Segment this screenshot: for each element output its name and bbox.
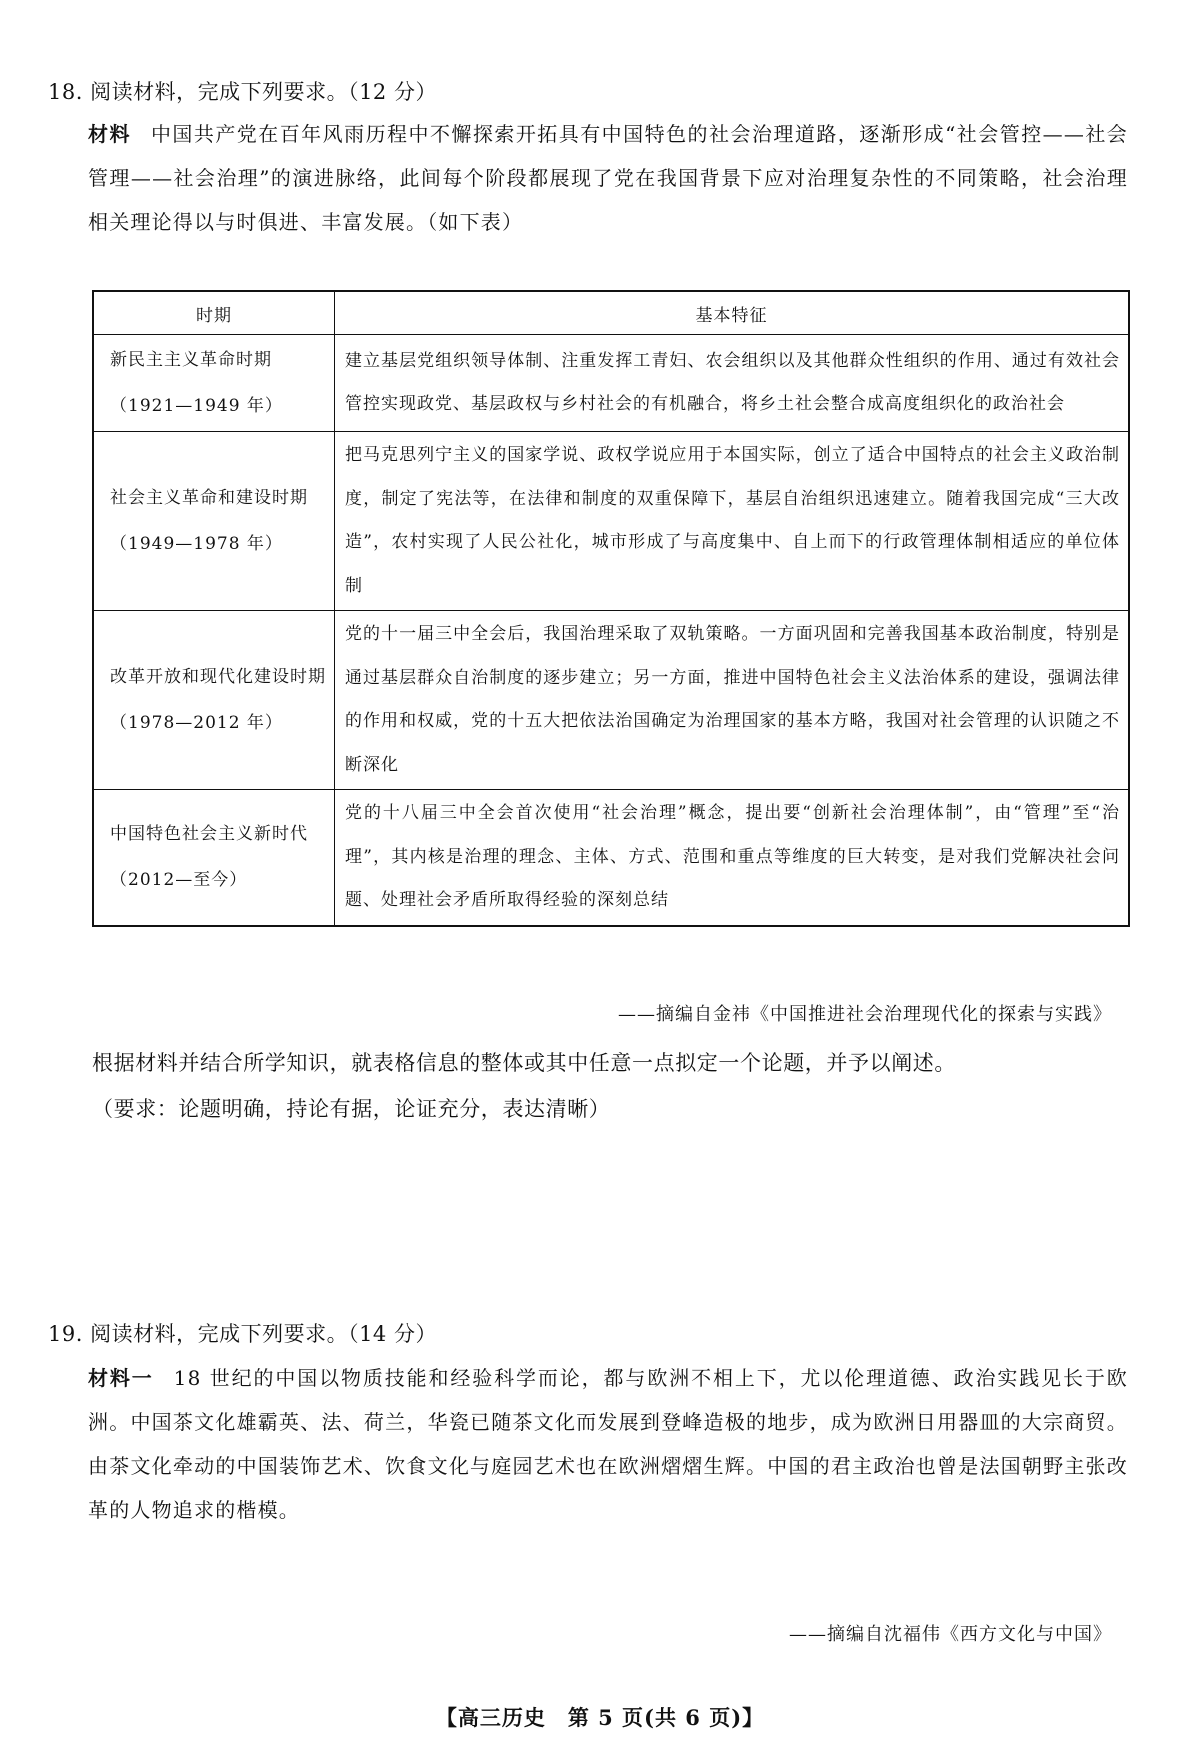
question-18-task [92,1040,1132,1132]
table-cell-period: 中国特色社会主义新时代（2012—至今） [93,790,335,926]
features-table [92,290,1130,927]
table-cell-feature: 建立基层党组织领导体制、注重发挥工青妇、农会组织以及其他群众性组织的作用、通过有效社会管控实现政党、基层政权与乡村社会的有机融合，将乡土社会整合成高度组织化的政治社会 [335,335,1130,432]
question-19-source: ——摘编自沈福伟《西方文化与中国》 [789,1624,1112,1645]
question-18-source: ——摘编自金祎《中国推进社会治理现代化的探索与实践》 [618,1004,1112,1025]
table-cell-feature: 把马克思列宁主义的国家学说、政权学说应用于本国实际，创立了适合中国特点的社会主义政治制度，制定了宪法等，在法律和制度的双重保障下，基层自治组织迅速建立。随着我国完成“三大改造”，农村实现了人民公社化，城市形成了与高度集中、自上而下的行政管理体制相适应的单位体制 [335,432,1130,611]
material-text: 18 世纪的中国以物质技能和经验科学而论，都与欧洲不相上下，尤以伦理道德、政治实践见长于欧洲。中国茶文化雄霸英、法、荷兰，华瓷已随茶文化而发展到登峰造极的地步，成为欧洲日用器皿的大宗商贸。由茶文化牵动的中国装饰艺术、饮食文化与庭园艺术也在欧洲熠熠生辉。中国的君主政治也曾是法国朝野主张改革的人物追求的楷模。 [88,1366,1128,1522]
table-header-feature: 基本特征 [335,291,1130,335]
table-row [93,611,1129,790]
table-cell-period: 社会主义革命和建设时期（1949—1978 年） [93,432,335,611]
table-cell-period: 新民主主义革命时期（1921—1949 年） [93,335,335,432]
table-header-row [93,291,1129,335]
task-instruction: 根据材料并结合所学知识，就表格信息的整体或其中任意一点拟定一个论题，并予以阐述。 [92,1051,956,1075]
table-header-period: 时期 [93,291,335,335]
table-cell-feature: 党的十一届三中全会后，我国治理采取了双轨策略。一方面巩固和完善我国基本政治制度，特别是通过基层群众自治制度的逐步建立；另一方面，推进中国特色社会主义法治体系的建设，强调法律的作用和权威，党的十五大把依法治国确定为治理国家的基本方略，我国对社会管理的认识随之不断深化 [335,611,1130,790]
question-19-material [88,1356,1128,1532]
question-18-material [88,112,1128,244]
table-row [93,790,1129,926]
question-19-heading: 19. 阅读材料，完成下列要求。（14 分） [48,1322,437,1346]
table-cell-period: 改革开放和现代化建设时期（1978—2012 年） [93,611,335,790]
task-requirement: （要求：论题明确，持论有据，论证充分，表达清晰） [92,1097,611,1121]
question-18-heading: 18. 阅读材料，完成下列要求。（12 分） [48,80,437,104]
material-label: 材料 [88,122,131,146]
table-cell-feature: 党的十八届三中全会首次使用“社会治理”概念，提出要“创新社会治理体制”，由“管理”至“治理”，其内核是治理的理念、主体、方式、范围和重点等维度的巨大转变，是对我们党解决社会问题、处理社会矛盾所取得经验的深刻总结 [335,790,1130,926]
page-footer: 【高三历史 第 5 页(共 6 页)】 [435,1705,765,1730]
table-row [93,432,1129,611]
table-row [93,335,1129,432]
material-text: 中国共产党在百年风雨历程中不懈探索开拓具有中国特色的社会治理道路，逐渐形成“社会管控——社会管理——社会治理”的演进脉络，此间每个阶段都展现了党在我国背景下应对治理复杂性的不同策略，社会治理相关理论得以与时俱进、丰富发展。（如下表） [88,122,1128,234]
material-label: 材料一 [88,1366,154,1390]
